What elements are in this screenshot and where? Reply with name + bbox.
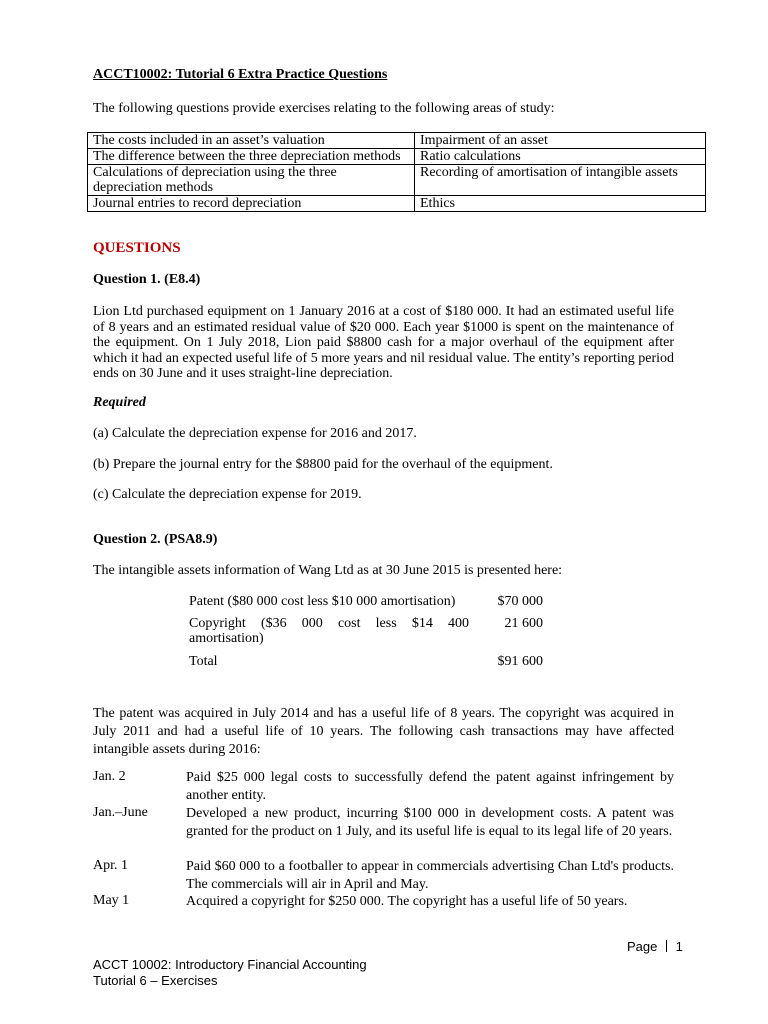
asset-label: Patent ($80 000 cost less $10 000 amortisation)	[189, 594, 456, 609]
table-cell: Ethics	[415, 196, 706, 212]
table-row	[88, 149, 706, 165]
required-label: Required	[93, 395, 146, 410]
table-row	[88, 165, 706, 196]
divider	[666, 940, 667, 952]
table-cell: Calculations of depreciation using the three depreciation methods	[88, 165, 415, 196]
page-label: Page	[627, 939, 658, 954]
footer-course: ACCT 10002: Introductory Financial Accounting	[93, 957, 367, 972]
transaction-date: Apr. 1	[93, 858, 128, 873]
table-cell: The difference between the three depreciation methods	[88, 149, 415, 165]
transaction-date: Jan. 2	[93, 769, 126, 784]
asset-amount: 21 600	[504, 616, 543, 631]
question-1-part-a: (a) Calculate the depreciation expense for 2016 and 2017.	[93, 426, 417, 441]
table-cell: Impairment of an asset	[415, 133, 706, 149]
question-1-body: Lion Ltd purchased equipment on 1 January 2016 at a cost of $180 000. It had an estimated useful life of 8 years and an estimated residual value of $20 000. Each year $1000 is spent on the maintenance of the equipment. On 1 July 2018, Lion paid $8800 cash for a major overhaul of the equipment after which it had an expected useful life of 5 more years and nil residual value. The entity’s reporting period ends on 30 June and it uses straight-line depreciation.	[93, 304, 674, 381]
transaction-text: Paid $25 000 legal costs to successfully defend the patent against infringement by another entity.	[186, 770, 674, 803]
table-cell: Ratio calculations	[415, 149, 706, 165]
page-title: ACCT10002: Tutorial 6 Extra Practice Questions	[93, 67, 388, 82]
table-row	[189, 594, 543, 616]
table-cell: The costs included in an asset’s valuation	[88, 133, 415, 149]
table-cell: Recording of amortisation of intangible assets	[415, 165, 706, 196]
question-1-part-c: (c) Calculate the depreciation expense for 2019.	[93, 487, 362, 502]
table-row	[88, 196, 706, 212]
asset-amount: $91 600	[497, 654, 543, 669]
table-cell: Journal entries to record depreciation	[88, 196, 415, 212]
questions-heading: QUESTIONS	[93, 240, 181, 256]
table-row	[88, 133, 706, 149]
question-2-intro: The intangible assets information of Wang Ltd as at 30 June 2015 is presented here:	[93, 563, 563, 578]
transaction-text: Paid $60 000 to a footballer to appear in commercials advertising Chan Ltd's products. The commercials will air in April and May.	[186, 859, 674, 892]
question-2-heading: Question 2. (PSA8.9)	[93, 532, 218, 547]
asset-label: Copyright ($36 000 cost less $14 400 amortisation)	[189, 616, 469, 646]
asset-label: Total	[189, 654, 218, 669]
question-1-part-b: (b) Prepare the journal entry for the $8800 paid for the overhaul of the equipment.	[93, 457, 553, 472]
question-2-body: The patent was acquired in July 2014 and has a useful life of 8 years. The copyright was acquired in July 2011 and had a useful life of 10 years. The following cash transactions may have affected intangible assets during 2016:	[93, 706, 674, 757]
transaction-text: Acquired a copyright for $250 000. The copyright has a useful life of 50 years.	[186, 894, 628, 909]
page-number	[627, 939, 683, 954]
transaction-text: Developed a new product, incurring $100 000 in development costs. A patent was granted for the product on 1 July, and its useful life is equal to its legal life of 20 years.	[186, 806, 674, 839]
question-1-heading: Question 1. (E8.4)	[93, 272, 201, 287]
asset-amount: $70 000	[497, 594, 543, 609]
table-row	[189, 616, 543, 654]
intangible-assets-table	[189, 594, 543, 669]
study-areas-table	[87, 132, 706, 212]
table-row	[189, 654, 543, 669]
footer-tutorial: Tutorial 6 – Exercises	[93, 973, 218, 988]
transaction-date: May 1	[93, 893, 130, 908]
intro-text: The following questions provide exercises relating to the following areas of study:	[93, 101, 555, 116]
page-number-value: 1	[675, 939, 683, 954]
transaction-date: Jan.–June	[93, 805, 148, 820]
